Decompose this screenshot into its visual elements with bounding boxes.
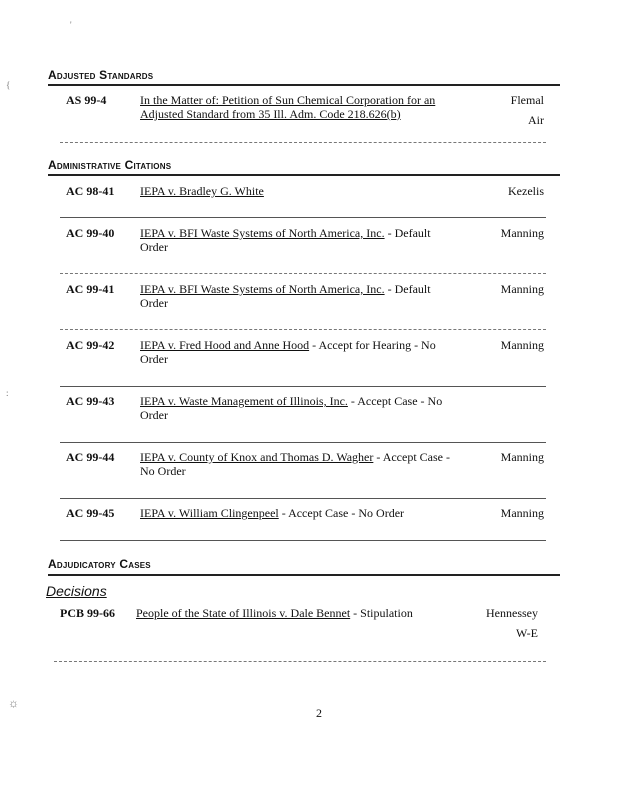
- case-title-link[interactable]: IEPA v. William Clingenpeel: [140, 506, 279, 520]
- section-heading-administrative-citations: Administrative Citations: [48, 158, 172, 172]
- board-member: Manning: [500, 506, 544, 520]
- board-member: Hennessey: [486, 606, 538, 620]
- section-rule: [48, 574, 560, 576]
- case-type: Air: [528, 113, 544, 127]
- case-title-link[interactable]: IEPA v. BFI Waste Systems of North America, Inc.: [140, 226, 385, 240]
- case-title: [140, 506, 460, 520]
- case-title-link[interactable]: In the Matter of: Petition of Sun Chemical Corporation for an Adjusted Standard from 35 Ill. Adm. Code 218.626(b): [140, 93, 436, 121]
- case-number: AS 99-4: [66, 93, 107, 107]
- scan-artifact: ☼: [8, 696, 19, 710]
- case-title: [136, 606, 466, 620]
- row-separator: [54, 661, 546, 662]
- board-member: Flemal: [510, 93, 544, 107]
- row-separator: [60, 386, 546, 387]
- case-number: AC 99-43: [66, 394, 115, 408]
- case-title: [140, 450, 460, 478]
- row-separator: [60, 540, 546, 541]
- board-member: Kezelis: [508, 184, 544, 198]
- row-separator: [60, 442, 546, 443]
- case-title-rest: - Accept for Hearing - No Order: [140, 338, 436, 366]
- case-number: AC 99-45: [66, 506, 115, 520]
- case-title: [140, 394, 460, 422]
- section-heading-adjusted-standards: Adjusted Standards: [48, 68, 154, 82]
- case-title-link[interactable]: People of the State of Illinois v. Dale Bennet: [136, 606, 351, 620]
- case-title-rest: - Accept Case - No Order: [140, 394, 443, 422]
- row-separator: [60, 217, 546, 218]
- case-title-link[interactable]: IEPA v. County of Knox and Thomas D. Wagher: [140, 450, 374, 464]
- row-separator: [60, 498, 546, 499]
- case-number: AC 99-42: [66, 338, 115, 352]
- case-title-link[interactable]: IEPA v. Fred Hood and Anne Hood: [140, 338, 310, 352]
- row-separator: [60, 273, 546, 274]
- case-number: PCB 99-66: [60, 606, 115, 620]
- scan-artifact: :: [6, 388, 9, 398]
- section-heading-adjudicatory-cases: Adjudicatory Cases: [48, 557, 151, 571]
- case-title: [140, 338, 460, 366]
- row-separator: [60, 329, 546, 330]
- case-type: W-E: [516, 626, 538, 640]
- case-title: [140, 184, 460, 198]
- board-member: Manning: [500, 338, 544, 352]
- case-title: [140, 282, 460, 310]
- section-rule: [48, 84, 560, 86]
- case-title-link[interactable]: IEPA v. Bradley G. White: [140, 184, 264, 198]
- scan-artifact: ': [70, 20, 72, 30]
- case-number: AC 98-41: [66, 184, 115, 198]
- case-number: AC 99-40: [66, 226, 115, 240]
- case-title-link[interactable]: IEPA v. Waste Management of Illinois, Inc.: [140, 394, 348, 408]
- case-title-rest: - Accept Case - No Order: [140, 450, 450, 478]
- case-number: AC 99-41: [66, 282, 115, 296]
- case-number: AC 99-44: [66, 450, 115, 464]
- subheading-decisions: Decisions: [46, 583, 107, 599]
- case-title: [140, 93, 460, 121]
- page-number: 2: [316, 706, 322, 720]
- scan-artifact: {: [6, 80, 11, 90]
- board-member: Manning: [500, 282, 544, 296]
- case-title-rest: - Stipulation: [350, 606, 413, 620]
- case-title-rest: - Accept Case - No Order: [278, 506, 405, 520]
- board-member: Manning: [500, 226, 544, 240]
- case-title-rest: - Default Order: [140, 226, 431, 254]
- case-title-link[interactable]: IEPA v. BFI Waste Systems of North America, Inc.: [140, 282, 385, 296]
- case-title-rest: - Default Order: [140, 282, 431, 310]
- case-title: [140, 226, 460, 254]
- board-member: Manning: [500, 450, 544, 464]
- row-separator: [60, 142, 546, 143]
- section-rule: [48, 174, 560, 176]
